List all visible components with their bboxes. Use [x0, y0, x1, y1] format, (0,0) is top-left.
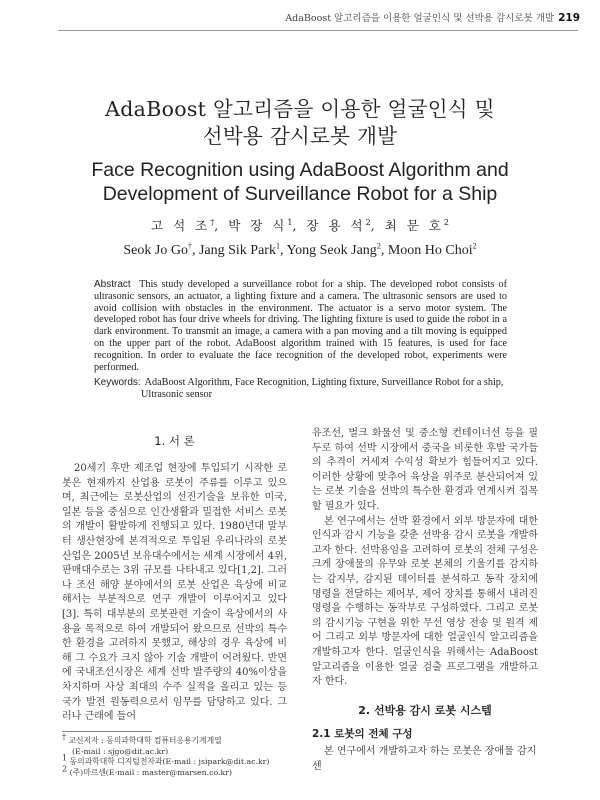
keywords-line1: AdaBoost Algorithm, Face Recognition, Lighting fixture, Surveillance Robot for a ship,: [144, 377, 504, 388]
english-authors: Seok Jo Go†, Jang Sik Park$^1$, Yong Seok Jang$^2$, Moon Ho Choi$^2$: [123, 241, 477, 258]
subsection-2-1-heading: 2.1 로봇의 전체 구성: [312, 728, 413, 740]
author-mark: 2: [472, 241, 477, 251]
author-name: 최 문 호: [384, 218, 444, 233]
intro-paragraph-continued: 유조선, 벌크 화물선 및 중소형 컨테이너선 등을 필두로 하여 선박 시장에서 중국을 비롯한 후발 국가들의 추격이 거세져 수익성 확보가 힘들어지고 있다. 이러한 상황에 맞추어 육상을 위주로 분산되어져 있는 로봇 기술을 선박의 특수한 환경과 연계시켜 집목할 필요가 있다.: [312, 428, 538, 512]
author-name: 장 용 석: [306, 218, 366, 233]
footnote-mark: 1: [62, 753, 68, 763]
korean-authors: 고 석 조†, 박 장 식$^1$, 장 용 석$^2$, 최 문 호$^2$: [151, 217, 449, 233]
footnote-item: [62, 753, 287, 768]
keywords-label: Keywords:: [94, 377, 141, 388]
section2-paragraph: 본 연구에서 개발하고자 하는 로봇은 장애물 감지 센: [312, 746, 537, 772]
author-name: 고 석 조: [151, 218, 211, 233]
keywords-line2: Ultrasonic sensor: [141, 389, 213, 400]
author-name: 박 장 식: [228, 218, 288, 233]
section2-heading: 2. 선박용 감시 로봇 시스템: [358, 704, 492, 717]
footnote-text: (주)마르센(E-mail : master@marsen.co.kr): [69, 767, 233, 777]
abstract-label: Abstract: [94, 279, 131, 290]
running-title: AdaBoost 알고리즘을 이용한 얼굴인식 및 선박용 감시로봇 개발: [285, 13, 555, 24]
author-mark: 2: [443, 217, 449, 227]
english-title-line1: Face Recognition using AdaBoost Algorithm and: [91, 159, 509, 181]
keywords: [94, 377, 514, 401]
author-name: Yong Seok Jang: [286, 243, 377, 258]
intro-paragraph-2: 본 연구에서는 선박 환경에서 외부 방문자에 대한 인식과 감시 기능을 갖춘 선박용 감시 로봇을 개발하고자 한다. 선박용임을 고려하여 로봇의 전체 구성은 크게 장애물의 유무와 로봇 본체의 기울기를 감지하는 감지부, 감지된 데이터를 분석하고 동작 장치에 명령을 전달하는 제어부, 제어 장치를 통해서 내려진 명령을 수행하는 동작부로 구성하였다. 그리고 로봇의 감시기능 구현을 위한 무선 영상 전송 및 원격 제어 그리고 외부 방문자에 대한 얼굴인식 알고리즘을 개발하고자 한다. 얼굴인식을 위해서는 AdaBoost 알고리즘을 이용한 얼굴 검출 프로그램을 개발하고자 한다.: [312, 515, 538, 688]
footnote-mark: 2: [62, 763, 68, 773]
author-name: Jang Sik Park: [198, 243, 276, 258]
left-column: [62, 462, 287, 725]
footnote-email: (E-mail : sjgo@dit.ac.kr): [72, 746, 169, 756]
running-header: [0, 10, 580, 30]
author-mark: †: [210, 217, 215, 227]
author-name: Seok Jo Go: [123, 243, 188, 258]
author-mark: 1: [287, 217, 293, 227]
section1-heading: 1. 서 론: [154, 434, 195, 448]
korean-title-line2: 선박용 감시로봇 개발: [202, 124, 398, 148]
author-mark: 2: [376, 241, 381, 251]
footnote-rule: [62, 731, 152, 732]
footnotes: [62, 732, 287, 778]
footnote-mark: †: [62, 732, 66, 742]
intro-paragraph: 20세기 후반 제조업 현장에 투입되기 시작한 로봇은 현재까지 산업용 로봇이 주류를 이루고 있으며, 최근에는 로봇산업의 선진기술을 보유한 미국, 일본 등을 중심으로 인간생활과 밀접한 서비스 로봇의 개발이 활발하게 진행되고 있다. 1980년대 말부터 생산현장에 본격적으로 투입된 우리나라의 로봇산업은 2005년 보유대수에서는 세계 시장에서 4위, 판매대수로는 3위 규모를 나타내고 있다[1,2]. 그러나 조선 해양 분야에서의 로봇 산업은 육상에 비교해서는 부분적으로 연구 개발이 이루어지고 있다[3]. 특히 대부분의 로봇관련 기술이 육상에서의 사용을 목적으로 하여 개발되어 왔으므로 선박의 특수한 환경을 고려하지 못했고, 해상의 경우 육상에 비해 그 수요가 크지 않아 기술 개발이 어려웠다. 반면에 국내조선시장은 세계 선박 발주량의 40%이상을 차지하며 사상 최대의 수주 실적을 올리고 있는 등 국가 발전 원동력으로서 임무를 담당하고 있다. 그러나 근래에 들어: [62, 463, 287, 723]
author-mark: 2: [365, 217, 371, 227]
footnote-text: 교신저자 : 동의과학대학 컴퓨터응용기계계열: [68, 736, 222, 745]
page-number: 219: [558, 12, 580, 24]
abstract: [94, 279, 507, 373]
author-mark: 1: [275, 241, 280, 251]
abstract-text: This study developed a surveillance robot for a ship. The developed robot consists of ultrasonic sensors, an actuator, a lighting fixture and a camera. The ultrasonic sensors are used to avoid collision with obstacles in the environment. The actuator is a servo motor system. The developed robot has four drive wheels for driving. The lighting fixture is used to guide the robot in a dark environment. To transmit an image, a camera with a pan moving and a tilt moving is equipped on the upper part of the robot. AdaBoost algorithm trained with 15 features, is used for face recognition. In order to evaluate the face recognition of the developed robot, experiments were performed.: [94, 279, 508, 373]
footnote-item: [62, 732, 287, 747]
right-column: [312, 427, 538, 690]
english-title-line2: Development of Surveillance Robot for a Ship: [102, 183, 498, 205]
header-rule: [58, 30, 578, 31]
author-name: Moon Ho Choi: [387, 243, 473, 258]
footnote-item: [62, 763, 287, 779]
korean-title-line1: AdaBoost 알고리즘을 이용한 얼굴인식 및: [105, 97, 495, 121]
footnote-text: 동의과학대학 디지털전자과(E-mail : jsipark@dit.ac.kr): [69, 757, 270, 766]
author-mark: †: [187, 241, 192, 251]
